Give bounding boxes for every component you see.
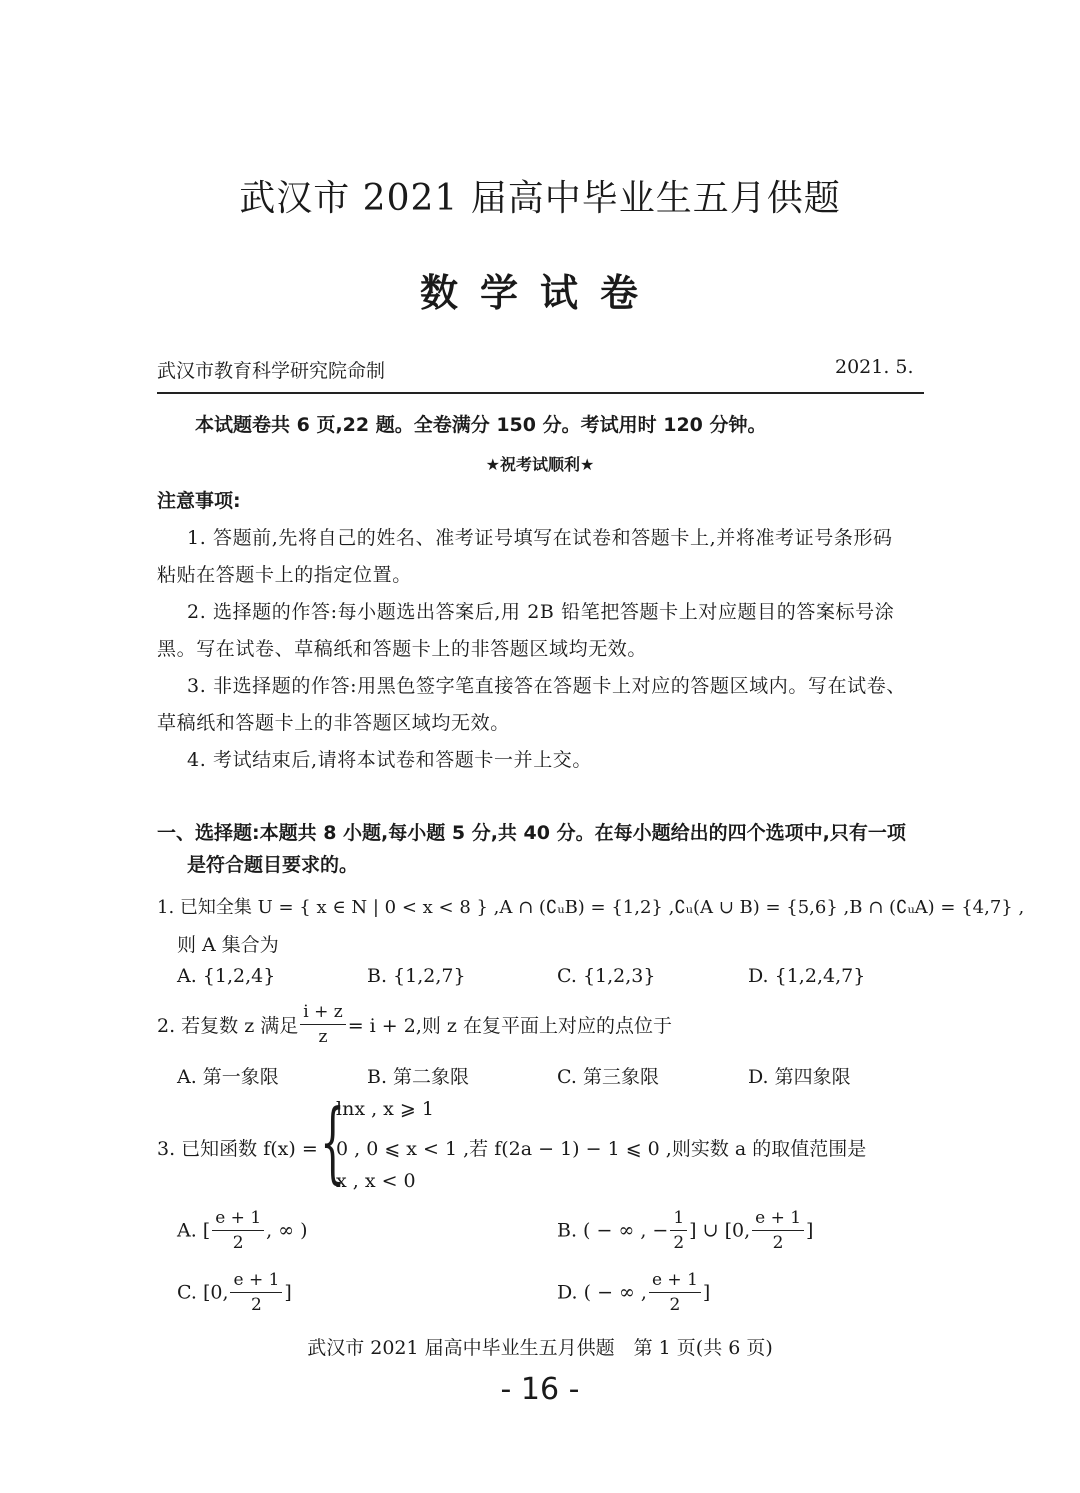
good-luck-line: ★祝考试顺利★ — [485, 455, 595, 474]
notice-item: 4. 考试结束后,请将本试卷和答题卡一并上交。 — [187, 749, 593, 771]
q3-b-num-1: 1 — [670, 1206, 687, 1231]
q1-option-c: C. {1,2,3} — [557, 965, 656, 987]
q3-c-post: ] — [284, 1281, 292, 1304]
question-3-prefix: 3. 已知函数 f(x) = — [157, 1138, 318, 1160]
q2-option-b: B. 第二象限 — [367, 1066, 470, 1088]
q2-option-a: A. 第一象限 — [177, 1066, 279, 1088]
section-heading: 一、选择题:本题共 8 小题,每小题 5 分,共 40 分。在每小题给出的四个选项中,只有一项 — [157, 822, 906, 844]
notice-heading: 注意事项: — [157, 490, 241, 512]
q3-c-pre: C. [0, — [177, 1281, 229, 1304]
exam-date: 2021. 5. — [835, 356, 914, 378]
q3-case-3: x , x < 0 — [336, 1170, 416, 1192]
q3-b-pre: B. ( − ∞ , − — [557, 1219, 669, 1242]
subject-title: 数学试卷 — [419, 271, 660, 315]
page-number: - 16 - — [500, 1372, 580, 1407]
notice-item: 2. 选择题的作答:每小题选出答案后,用 2B 铅笔把答题卡上对应题目的答案标号涂 — [187, 601, 895, 623]
q3-d-den: 2 — [669, 1295, 681, 1315]
q2-prefix: 2. 若复数 z 满足 — [157, 1015, 299, 1037]
q3-b-post: ] — [806, 1219, 814, 1242]
piecewise-brace: { — [320, 1090, 346, 1193]
q2-frac-den: z — [318, 1027, 328, 1047]
q3-a-pre: A. [ — [177, 1219, 211, 1242]
question-2-stem — [157, 1000, 672, 1049]
notice-item: 1. 答题前,先将自己的姓名、准考证号填写在试卷和答题卡上,并将准考证号条形码 — [187, 527, 893, 549]
q3-d-post: ] — [702, 1281, 711, 1304]
q3-c-den: 2 — [251, 1295, 262, 1315]
q3-b-den-2: 2 — [772, 1233, 784, 1253]
q3-d-num: e + 1 — [649, 1268, 701, 1293]
section-heading-cont: 是符合题目要求的。 — [187, 854, 359, 876]
header-rule — [157, 392, 924, 394]
q2-frac-num: i + z — [300, 1000, 345, 1025]
q3-b-fraction-1 — [670, 1206, 687, 1255]
q3-case-1: lnx , x ⩾ 1 — [336, 1098, 434, 1120]
issuer-label: 武汉市教育科学研究院命制 — [157, 360, 386, 382]
q3-a-num: e + 1 — [212, 1206, 264, 1231]
q3-d-fraction — [649, 1268, 701, 1317]
notice-item: 黑。写在试卷、草稿纸和答题卡上的非答题区域均无效。 — [157, 638, 648, 660]
q2-option-d: D. 第四象限 — [748, 1066, 851, 1088]
q3-a-fraction — [212, 1206, 264, 1255]
page-footer: 武汉市 2021 届高中毕业生五月供题 第 1 页(共 6 页) — [307, 1337, 773, 1359]
q3-option-d — [557, 1268, 710, 1317]
q1-option-d: D. {1,2,4,7} — [748, 965, 866, 987]
question-1-stem-cont: 则 A 集合为 — [177, 934, 279, 956]
q3-a-post: , ∞ ) — [266, 1219, 308, 1242]
q1-option-b: B. {1,2,7} — [367, 965, 466, 987]
q3-b-mid: ] ∪ [0, — [689, 1219, 751, 1242]
q3-b-fraction-2 — [752, 1206, 804, 1255]
q3-option-a — [177, 1206, 308, 1255]
q2-fraction — [300, 1000, 345, 1049]
question-1-stem: 1. 已知全集 U = { x ∈ N | 0 < x < 8 } ,A ∩ (∁ᵤB) = {1,2} ,∁ᵤ(A ∪ B) = {5,6} ,B ∩ (∁ᵤA) = {4,7} , — [157, 897, 1025, 918]
notice-item: 粘贴在答题卡上的指定位置。 — [157, 564, 412, 586]
exam-intro: 本试题卷共 6 页,22 题。全卷满分 150 分。考试用时 120 分钟。 — [195, 414, 767, 436]
q2-option-c: C. 第三象限 — [557, 1066, 659, 1088]
q3-a-den: 2 — [232, 1233, 244, 1253]
q3-c-num: e + 1 — [230, 1268, 282, 1293]
q2-suffix: = i + 2,则 z 在复平面上对应的点位于 — [347, 1015, 672, 1037]
notice-item: 3. 非选择题的作答:用黑色签字笔直接答在答题卡上对应的答题区域内。写在试卷、 — [187, 675, 906, 697]
q3-b-num-2: e + 1 — [752, 1206, 804, 1231]
q3-d-pre: D. ( − ∞ , — [557, 1281, 647, 1304]
exam-title: 武汉市 2021 届高中毕业生五月供题 — [239, 178, 841, 219]
q1-option-a: A. {1,2,4} — [177, 965, 276, 987]
q3-c-fraction — [230, 1268, 282, 1317]
q3-option-c — [177, 1268, 292, 1317]
q3-b-den-1: 2 — [673, 1233, 685, 1253]
q3-case-2: 0 , 0 ⩽ x < 1 ,若 f(2a − 1) − 1 ⩽ 0 ,则实数 a 的取值范围是 — [336, 1138, 867, 1160]
notice-item: 草稿纸和答题卡上的非答题区域均无效。 — [157, 712, 510, 734]
q3-option-b — [557, 1206, 813, 1255]
